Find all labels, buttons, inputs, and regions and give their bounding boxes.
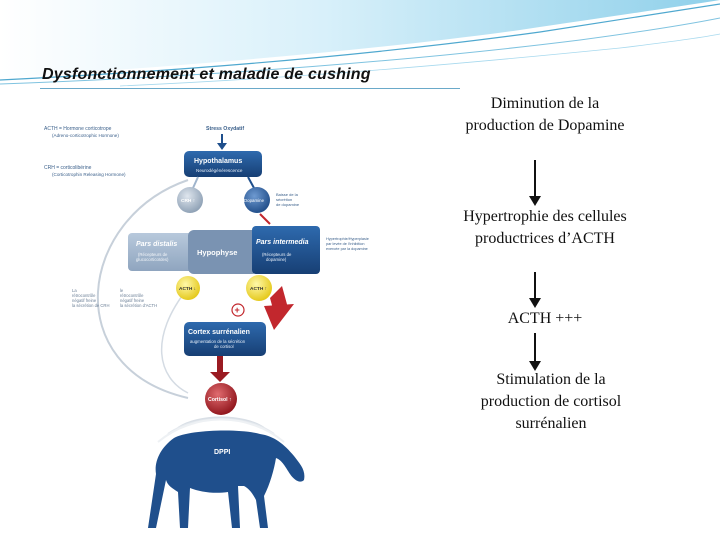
pars-distalis-sub: (Récepteurs de glucocorticoïdes) bbox=[136, 252, 169, 262]
legend-acth: ACTH = Hormone corticotrope bbox=[44, 126, 112, 132]
acth-up-label: ACTH ↑ bbox=[250, 287, 268, 292]
hypothalamus-label: Hypothalamus bbox=[194, 158, 243, 165]
horse-silhouette bbox=[148, 431, 304, 528]
hypothalamus-sub: Neurodégénérescence bbox=[196, 168, 243, 173]
stress-arrow-head bbox=[217, 143, 227, 150]
legend-crh: CRH = corticolibérine bbox=[44, 165, 92, 171]
cortex-sub: augmentation de la sécrétion de cortisol bbox=[190, 339, 246, 349]
hyperplasia-note: Hypertrophie/Hyperplasie par levée de l'inhibition exercée par la dopamine bbox=[326, 237, 369, 251]
retro-left: La rétrocontrôle négatif freine la sécrétion de CRH bbox=[72, 288, 110, 308]
flow-arrow-3 bbox=[534, 333, 536, 363]
pars-intermedia-label: Pars intermedia bbox=[256, 239, 309, 246]
flow-arrow-head-1 bbox=[529, 196, 541, 206]
flow-step-4: Stimulation de la production de cortisol surrénalien bbox=[480, 371, 622, 432]
dopamine-link bbox=[248, 177, 254, 188]
red-arrow-head bbox=[264, 304, 294, 330]
pars-distalis-label: Pars distalis bbox=[136, 241, 178, 248]
hypophyse-label: Hypophyse bbox=[197, 248, 238, 257]
flow-step-3: ACTH +++ bbox=[507, 310, 583, 327]
pars-intermedia-box bbox=[252, 226, 320, 274]
flow-arrow-1 bbox=[534, 160, 536, 198]
stress-label: Stress Oxydatif bbox=[206, 126, 245, 132]
dopamine-to-intermedia-arrow bbox=[260, 214, 270, 224]
feedback-loop-outer bbox=[98, 180, 188, 398]
slide-title: Dysfonctionnement et maladie de cushing bbox=[42, 66, 371, 83]
dopamine-label: Dopamine bbox=[244, 198, 265, 203]
cortex-label: Cortex surrénalien bbox=[188, 329, 250, 336]
legend-acth-sub: (Adreno-corticotrophic Hormone) bbox=[52, 133, 119, 138]
retro-right: le rétrocontrôle négatif freine la sécrétion d'ACTH bbox=[120, 288, 158, 308]
cortisol-label: Cortisol ↑ bbox=[208, 397, 232, 403]
dppi-label: DPPI bbox=[214, 449, 231, 456]
plus-label: + bbox=[234, 305, 240, 315]
crh-link bbox=[193, 177, 198, 188]
dopamine-note: Baisse de la sécrétion de dopamine bbox=[276, 192, 300, 207]
flow-step-1: Diminution de la production de Dopamine bbox=[465, 95, 625, 134]
legend-crh-sub: (Corticotrophin Releasing Hormone) bbox=[52, 172, 126, 177]
cortex-to-cortisol-head bbox=[210, 372, 230, 382]
cushing-diagram bbox=[38, 108, 406, 540]
title-underline bbox=[40, 88, 460, 89]
flow-step-2: Hypertrophie des cellules productrices d’ACTH bbox=[463, 208, 627, 247]
flow-arrow-head-2 bbox=[529, 298, 541, 308]
acth-down-label: ACTH ↓ bbox=[179, 287, 197, 292]
crh-label: CRH ↑ bbox=[181, 199, 196, 204]
flow-arrow-2 bbox=[534, 272, 536, 300]
pars-intermedia-sub: (Récepteurs de dopamine) bbox=[262, 252, 292, 262]
